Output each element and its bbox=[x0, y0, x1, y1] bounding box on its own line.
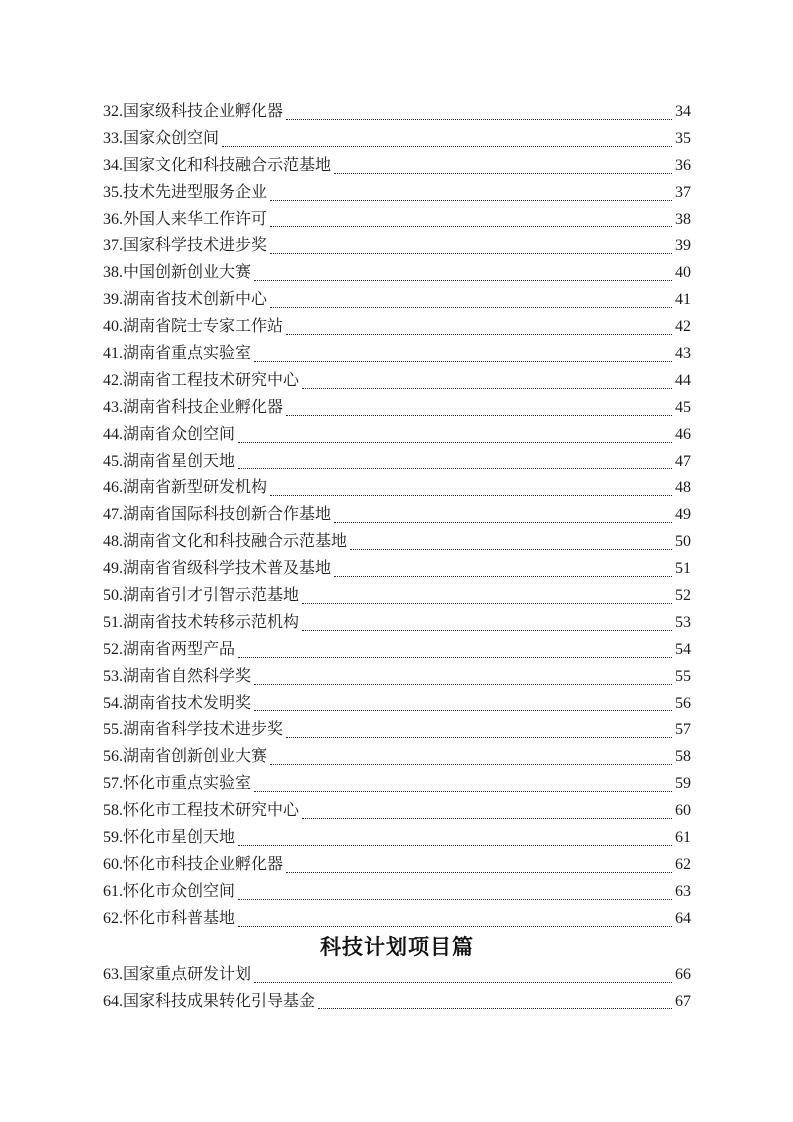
toc-entry bbox=[103, 637, 691, 664]
toc-entry-page-number: 47 bbox=[675, 452, 691, 470]
toc-entry-label: 44.湖南省众创空间 bbox=[103, 425, 236, 443]
dotted-leader bbox=[251, 691, 675, 718]
toc-entry bbox=[103, 962, 691, 989]
toc-entry-page-number: 63 bbox=[675, 882, 691, 900]
toc-entry bbox=[103, 664, 691, 691]
toc-entry-label: 34.国家文化和科技融合示范基地 bbox=[103, 156, 332, 174]
toc-entry bbox=[103, 153, 691, 180]
toc-list bbox=[103, 99, 691, 933]
dotted-leader bbox=[283, 717, 675, 744]
toc-entry-label: 48.湖南省文化和科技融合示范基地 bbox=[103, 533, 348, 551]
dotted-leader bbox=[235, 422, 675, 449]
toc-entry-label: 62.怀化市科普基地 bbox=[103, 909, 236, 927]
dotted-leader bbox=[347, 529, 675, 556]
section-heading: 科技计划项目篇 bbox=[320, 935, 474, 959]
dotted-leader bbox=[267, 287, 675, 314]
toc-entry-page-number: 50 bbox=[675, 533, 691, 551]
dotted-leader bbox=[251, 260, 675, 287]
dotted-leader bbox=[267, 180, 675, 207]
toc-entry-label: 35.技术先进型服务企业 bbox=[103, 183, 268, 201]
toc-entry-page-number: 66 bbox=[675, 965, 691, 983]
toc-entry bbox=[103, 583, 691, 610]
toc-entry-label: 49.湖南省省级科学技术普及基地 bbox=[103, 560, 332, 578]
dotted-leader bbox=[267, 207, 675, 234]
toc-entry-page-number: 62 bbox=[675, 855, 691, 873]
toc-entry-page-number: 34 bbox=[675, 103, 691, 120]
toc-entry-label: 42.湖南省工程技术研究中心 bbox=[103, 371, 300, 389]
toc-entry-label: 32.国家级科技企业孵化器 bbox=[103, 103, 284, 120]
toc-entry bbox=[103, 989, 691, 1016]
toc-entry-label: 55.湖南省科学技术进步奖 bbox=[103, 721, 284, 739]
toc-entry bbox=[103, 449, 691, 476]
dotted-leader bbox=[267, 744, 675, 771]
toc-entry bbox=[103, 852, 691, 879]
toc-entry-page-number: 39 bbox=[675, 237, 691, 255]
toc-entry-page-number: 43 bbox=[675, 345, 691, 363]
toc-entry-page-number: 45 bbox=[675, 398, 691, 416]
toc-entry-label: 56.湖南省创新创业大赛 bbox=[103, 748, 268, 766]
dotted-leader bbox=[235, 449, 675, 476]
toc-entry bbox=[103, 126, 691, 153]
toc-entry bbox=[103, 422, 691, 449]
toc-entry-page-number: 56 bbox=[675, 694, 691, 712]
toc-entry-page-number: 54 bbox=[675, 640, 691, 658]
toc-entry-page-number: 41 bbox=[675, 291, 691, 309]
toc-entry bbox=[103, 744, 691, 771]
dotted-leader bbox=[331, 556, 675, 583]
dotted-leader bbox=[283, 99, 675, 126]
toc-entry-label: 37.国家科学技术进步奖 bbox=[103, 237, 268, 255]
toc-entry bbox=[103, 502, 691, 529]
dotted-leader bbox=[283, 852, 675, 879]
toc-entry-label: 47.湖南省国际科技创新合作基地 bbox=[103, 506, 332, 524]
toc-entry-page-number: 64 bbox=[675, 909, 691, 927]
toc-content bbox=[103, 99, 691, 1015]
dotted-leader bbox=[251, 771, 675, 798]
toc-entry-label: 61.怀化市众创空间 bbox=[103, 882, 236, 900]
dotted-leader bbox=[235, 879, 675, 906]
toc-entry bbox=[103, 287, 691, 314]
toc-entry-page-number: 53 bbox=[675, 613, 691, 631]
toc-entry bbox=[103, 260, 691, 287]
toc-entry-label: 51.湖南省技术转移示范机构 bbox=[103, 613, 300, 631]
dotted-leader bbox=[235, 637, 675, 664]
toc-entry-label: 63.国家重点研发计划 bbox=[103, 965, 252, 983]
toc-entry-label: 57.怀化市重点实验室 bbox=[103, 775, 252, 793]
toc-entry-page-number: 40 bbox=[675, 264, 691, 282]
toc-entry bbox=[103, 180, 691, 207]
dotted-leader bbox=[299, 368, 675, 395]
dotted-leader bbox=[283, 314, 675, 341]
toc-entry bbox=[103, 879, 691, 906]
dotted-leader bbox=[251, 962, 675, 989]
dotted-leader bbox=[235, 825, 675, 852]
dotted-leader bbox=[331, 502, 675, 529]
toc-entry-page-number: 67 bbox=[675, 992, 691, 1010]
dotted-leader bbox=[299, 798, 675, 825]
toc-entry bbox=[103, 906, 691, 933]
toc-entry-label: 41.湖南省重点实验室 bbox=[103, 345, 252, 363]
toc-entry-page-number: 36 bbox=[675, 156, 691, 174]
toc-entry-label: 59.怀化市星创天地 bbox=[103, 829, 236, 847]
dotted-leader bbox=[267, 475, 675, 502]
toc-entry-label: 54.湖南省技术发明奖 bbox=[103, 694, 252, 712]
dotted-leader bbox=[251, 341, 675, 368]
toc-entry-label: 46.湖南省新型研发机构 bbox=[103, 479, 268, 497]
toc-entry bbox=[103, 341, 691, 368]
dotted-leader bbox=[235, 906, 675, 933]
dotted-leader bbox=[283, 395, 675, 422]
toc-entry bbox=[103, 99, 691, 126]
toc-entry-page-number: 60 bbox=[675, 802, 691, 820]
toc-entry-label: 33.国家众创空间 bbox=[103, 129, 220, 147]
dotted-leader bbox=[219, 126, 675, 153]
toc-entry-page-number: 49 bbox=[675, 506, 691, 524]
toc-entry-label: 52.湖南省两型产品 bbox=[103, 640, 236, 658]
dotted-leader bbox=[315, 989, 675, 1016]
toc-entry-page-number: 38 bbox=[675, 210, 691, 228]
toc-entry-label: 43.湖南省科技企业孵化器 bbox=[103, 398, 284, 416]
toc-entry-page-number: 44 bbox=[675, 371, 691, 389]
toc-entry bbox=[103, 771, 691, 798]
toc-entry-page-number: 57 bbox=[675, 721, 691, 739]
toc-entry bbox=[103, 556, 691, 583]
toc-entry bbox=[103, 798, 691, 825]
dotted-leader bbox=[267, 233, 675, 260]
toc-entry bbox=[103, 717, 691, 744]
toc-entry-page-number: 35 bbox=[675, 129, 691, 147]
dotted-leader bbox=[251, 664, 675, 691]
toc-entry-page-number: 42 bbox=[675, 318, 691, 336]
toc-entry-label: 39.湖南省技术创新中心 bbox=[103, 291, 268, 309]
toc-entry-label: 36.外国人来华工作许可 bbox=[103, 210, 268, 228]
dotted-leader bbox=[331, 153, 675, 180]
toc-entry-label: 45.湖南省星创天地 bbox=[103, 452, 236, 470]
toc-entry-label: 50.湖南省引才引智示范基地 bbox=[103, 587, 300, 605]
toc-entry-label: 40.湖南省院士专家工作站 bbox=[103, 318, 284, 336]
toc-entry-label: 38.中国创新创业大赛 bbox=[103, 264, 252, 282]
toc-entry bbox=[103, 691, 691, 718]
toc-entry-page-number: 61 bbox=[675, 829, 691, 847]
toc-entry-page-number: 58 bbox=[675, 748, 691, 766]
toc-entry-page-number: 46 bbox=[675, 425, 691, 443]
toc-list-after-heading bbox=[103, 962, 691, 1016]
toc-entry bbox=[103, 314, 691, 341]
dotted-leader bbox=[299, 610, 675, 637]
toc-entry-page-number: 55 bbox=[675, 667, 691, 685]
toc-entry bbox=[103, 395, 691, 422]
toc-entry-page-number: 52 bbox=[675, 587, 691, 605]
toc-entry-label: 53.湖南省自然科学奖 bbox=[103, 667, 252, 685]
toc-entry bbox=[103, 825, 691, 852]
toc-entry-label: 58.怀化市工程技术研究中心 bbox=[103, 802, 300, 820]
toc-entry bbox=[103, 529, 691, 556]
toc-entry bbox=[103, 610, 691, 637]
toc-entry bbox=[103, 207, 691, 234]
toc-entry-label: 60.怀化市科技企业孵化器 bbox=[103, 855, 284, 873]
toc-entry-page-number: 37 bbox=[675, 183, 691, 201]
toc-entry bbox=[103, 233, 691, 260]
dotted-leader bbox=[299, 583, 675, 610]
toc-entry bbox=[103, 368, 691, 395]
toc-entry-page-number: 48 bbox=[675, 479, 691, 497]
toc-entry-label: 64.国家科技成果转化引导基金 bbox=[103, 992, 316, 1010]
toc-entry-page-number: 51 bbox=[675, 560, 691, 578]
toc-entry-page-number: 59 bbox=[675, 775, 691, 793]
toc-entry bbox=[103, 475, 691, 502]
